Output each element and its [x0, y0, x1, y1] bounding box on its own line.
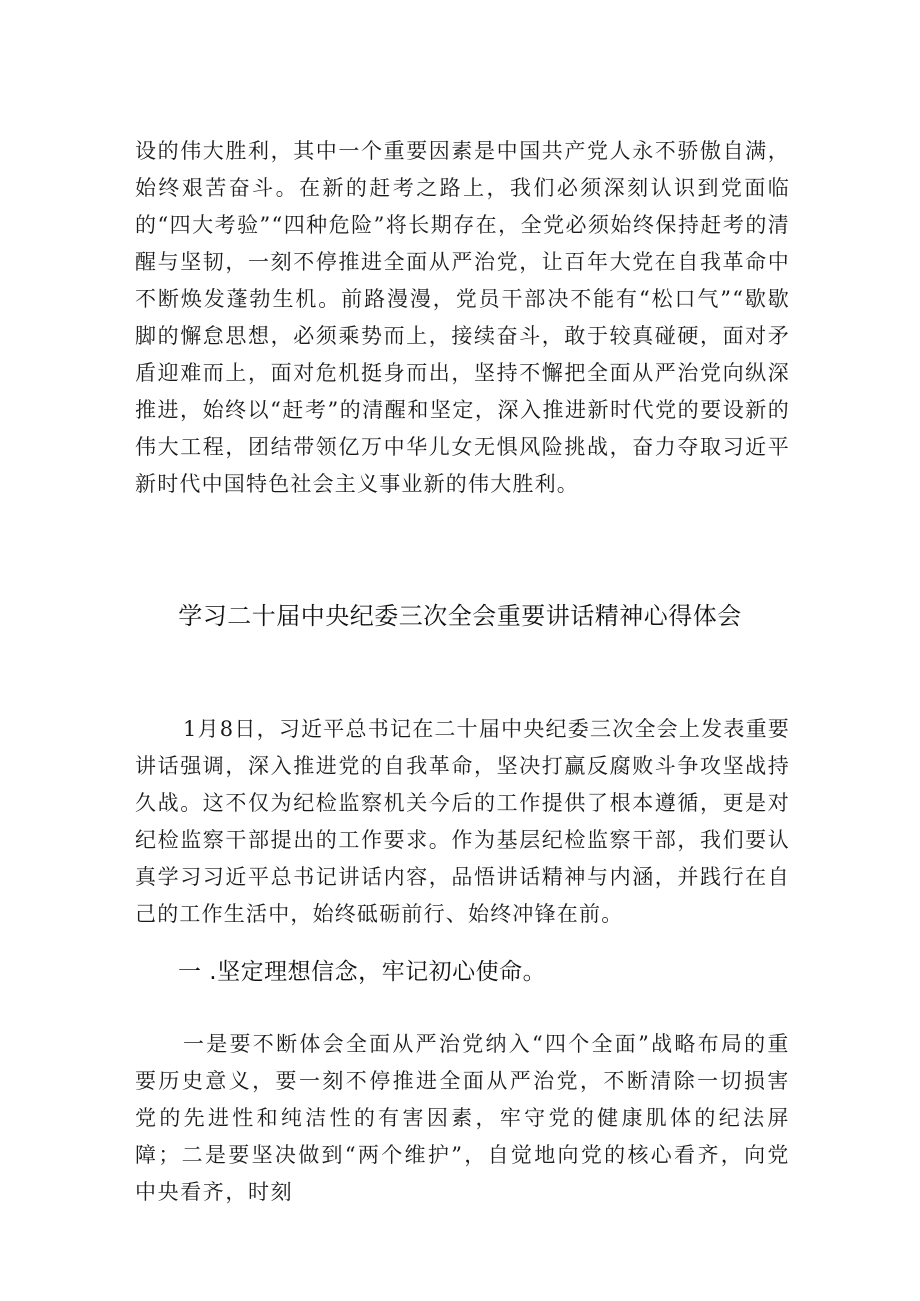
- section-heading: 一 .坚定理想信念，牢记初心使命。: [178, 959, 547, 985]
- continuation-paragraph: 设的伟大胜利，其中一个重要因素是中国共产党人永不骄傲自满，始终艰苦奋斗。在新的赶考之路上，我们必须深刻认识到党面临的“四大考验”“四种危险”将长期存在，全党必须始终保持赶考的清醒与坚韧，一刻不停推进全面从严治党，让百年大党在自我革命中不断焕发蓬勃生机。前路漫漫，党员干部决不能有“松口气”“歇歇脚的懈怠思想，必须乘势而上，接续奋斗，敢于较真碰硬，面对矛盾迎难而上，面对危机挺身而出，坚持不懈把全面从严治党向纵深推进，始终以“赶考”的清醒和坚定，深入推进新时代党的要设新的伟大工程，团结带领亿万中华儿女无惧风险挑战，奋力夺取习近平新时代中国特色社会主义事业新的伟大胜利。: [135, 139, 790, 496]
- section-paragraph: 一是要不断体会全面从严治党纳入“四个全面”战略布局的重要历史意义，要一刻不停推进全面从严治党，不断清除一切损害党的先进性和纯洁性的有害因素，牢守党的健康肌体的纪法屏障；二是要坚决做到“两个维护”，自觉地向党的核心看齐，向党中央看齐，时刻: [135, 1032, 790, 1204]
- intro-paragraph: 1月8日，习近平总书记在二十届中央纪委三次全会上发表重要讲话强调，深入推进党的自我革命，坚决打赢反腐败斗争攻坚战持久战。这不仅为纪检监察机关今后的工作提供了根本遵循，更是对纪检监察干部提出的工作要求。作为基层纪检监察干部，我们要认真学习习近平总书记讲话内容，品悟讲话精神与内涵，并践行在自己的工作生活中，始终砥砺前行、始终冲锋在前。: [135, 717, 790, 926]
- document-title: 学习二十届中央纪委三次全会重要讲话精神心得体会: [178, 602, 742, 630]
